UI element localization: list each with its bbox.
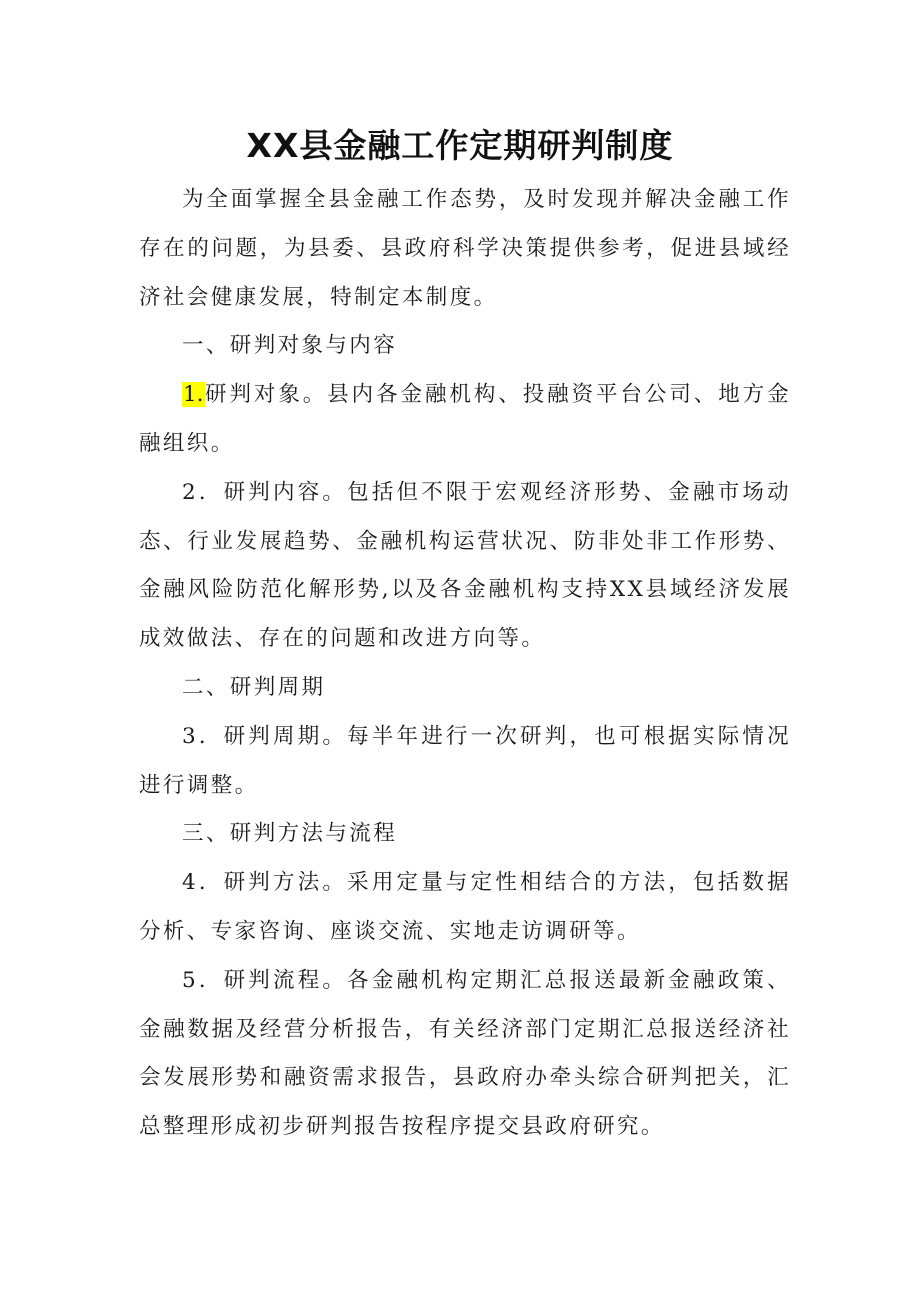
item-3-number: 3． [182, 723, 224, 749]
item-1-text: 研判对象。县内各金融机构、投融资平台公司、地方金融组织。 [139, 382, 791, 456]
section-heading-2 [139, 664, 791, 713]
document-title: XX县金融工作定期研判制度 [246, 126, 674, 165]
item-5-paragraph [139, 957, 791, 1152]
item-5-text: 研判流程。各金融机构定期汇总报送最新金融政策、金融数据及经营分析报告，有关经济部门定期汇总报送经济社会发展形势和融资需求报告，县政府办牵头综合研判把关，汇总整理形成初步研判报告按程序提交县政府研究。 [139, 967, 791, 1140]
section-heading-2-text: 二、研判周期 [182, 674, 326, 700]
item-1-number-highlighted: 1. [183, 382, 204, 408]
section-heading-1 [139, 322, 791, 371]
intro-paragraph: 为全面掌握全县金融工作态势，及时发现并解决金融工作存在的问题，为县委、县政府科学决策提供参考，促进县域经济社会健康发展，特制定本制度。 [139, 187, 791, 310]
item-2-paragraph [139, 469, 791, 664]
item-5-number: 5． [182, 967, 224, 993]
item-3-paragraph [139, 713, 791, 811]
item-4-number: 4． [182, 870, 224, 896]
item-4-paragraph [139, 859, 791, 957]
section-heading-3 [139, 810, 791, 859]
item-1-paragraph [139, 371, 791, 469]
item-4-text: 研判方法。采用定量与定性相结合的方法，包括数据分析、专家咨询、座谈交流、实地走访调研等。 [139, 870, 791, 944]
section-heading-3-text: 三、研判方法与流程 [182, 821, 398, 847]
document-body [139, 176, 791, 1152]
item-2-number: 2． [182, 479, 224, 505]
section-heading-1-text: 一、研判对象与内容 [182, 333, 398, 359]
item-2-text: 研判内容。包括但不限于宏观经济形势、金融市场动态、行业发展趋势、金融机构运营状况、防非处非工作形势、金融风险防范化解形势,以及各金融机构支持XX县域经济发展成效做法、存在的问题和改进方向等。 [139, 479, 791, 652]
item-3-text: 研判周期。每半年进行一次研判，也可根据实际情况进行调整。 [139, 723, 791, 798]
